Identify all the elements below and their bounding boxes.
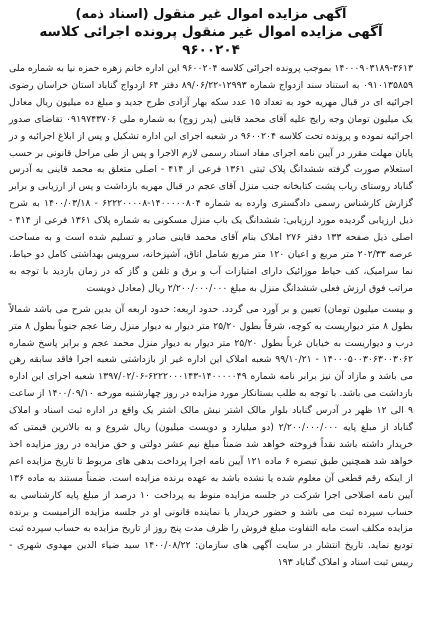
notice-title-secondary: آگهی مزایده اموال غیر منقول پرونده اجرائی کلاسه ۹۶۰۰۲۰۴ [39, 24, 383, 58]
notice-title-primary: آگهی مزایده اموال غیر منقول (اسناد ذمه) [75, 7, 347, 22]
notice-paragraph-2: و بیست میلیون تومان) تعیین و بر آورد می گردد. حدود اربعه: حدود اربعه آن بدین شرح می باشد شمالاً بطول ۸ متر دیواریست به کوچه، شرقاً بطول ۲۵/۲۰ متر دیوار به دیوار منزل رضا عجم جنوباً بطول ۸ متر درب و دیواریست به خیابان غرباً بطول ۲۵/۲۰ متر دیوار به دیوار منزل محمد عجم و برابر پاسخ شماره ۱۴۰۰۰۵۰۰۳۰۶۳۰۰۳۰۶۲ - ۹۹/۱۰/۲۱ شعبه املاک این اداره غیر از بازداشتی شعبه اجرا فاقد سابقه رهن می باشد و مازاد آن نیز برابر نامه شماره ۱۴۰۰۰۰۰۴۹-۶۲۲۲۰۰۰۱۴۳-۱۳۹۷/۰۲/۰۶ شعبه اجرای این اداره بازداشت می باشد. با توجه به طلب بستانکار مورد مزایده در روز چهارشنبه مورخه ۱۴۰۰/۰۹/۱۰ از ساعت ۹ الی ۱۲ ظهر در آدرس گناباد بلوار مالک اشتر نبش مالک اشتر یک واقع در اداره ثبت اسناد و املاک گناباد از مبلغ پایه ۲/۲۰۰/۰۰۰/۰۰۰ (دو میلیارد و دویست میلیون) ریال شروع و به بالاترین قیمتی که خریدار داشته باشد نقداً فروخته خواهد شد ضمناً مبلغ نیم عشر دولتی و حق مزایده در روز مزایده اخذ خواهد شد همچنین طبق تبصره ۶ ماده ۱۲۱ آیین نامه اجرا پرداخت بدهی های مربوط تا تاریخ مزایده اعم از اینکه رقم قطعی آن معلوم شده یا نشده باشد به عهده برنده مزایده است. ضمناً مستند به ماده ۱۳۶ آیین نامه اصلاحی اجرا شرکت در جلسه مزایده منوط به پرداخت ۱۰ درصد از مبلغ پایه کارشناسی به حساب سپرده ثبت می باشد و حضور خریدار یا نماینده قانونی او در جلسه مزایده الزامیست و برنده مزایده مکلف است مابه التفاوت مبلغ فروش را ظرف مدت پنج روز از تاریخ مزایده به حساب سپرده ثبت تودیع نماید. تاریخ انتشار در سایت آگهی های سازمان: ۱۴۰۰/۰۸/۲۲ سید ضیاء الدین مهدوی شهری - رییس ثبت اسناد و املاک گناباد ۱۹۳ [9, 303, 414, 569]
notice-paragraph-1: ۱۴۰۰۰۹۰۳۱۸۹-۳۶۱۳ بموجب پرونده اجرائی کلاسه ۹۶۰۰۲۰۴ این اداره خانم زهره حمزه نیا به شماره ملی ۰۹۱۰۱۳۵۸۵۹ به استناد سند ازدواج شماره ۱۲۹۹۳-۸۹/۰۶/۲۲ دفتر ۶۴ ازدواج گناباد استان خراسان رضوی اجرائیه ای در قبال مهریه خود به تعداد ۱۵ عدد سکه بهار آزادی طرح جدید و مبلغ ده میلیون ریال معادل یک میلیون تومان وجه رایج علیه آقای محمد قاینی (پدر زوج) به شماره ملی ۰۹۱۹۷۴۳۷۰۶ تقاضای صدور اجرائیه نموده و پرونده تحت کلاسه ۹۶۰۰۲۰۴ در شعبه اجرای این اداره تشکیل و پس از ابلاغ اجرائیه و در پایان مهلت مقرر در آیین نامه اجرای مفاد اسناد رسمی لازم الاجرا و پس از طی مراحل قانونی بر حسب استعلام صورت گرفته ششدانگ پلاک ثبتی ۱۳۶۱ فرعی از ۴۱۴ - اصلی متعلق به محمد قاینی به آدرس گناباد روستای ریاب پشت کتابخانه جنب منزل آقای عجم در قبال مهریه بازداشت و پس از ارزیابی و برابر گزارش کارشناس رسمی دادگستری وارده به شماره ۱۴۰۰۰۰۰۸۰۴-۶۲۲۲۰۰۰۰۸ - ۱۴۰۰/۰۳/۱۸ به شرح ذیل ارزیابی گردیده مورد ارزیابی: ششدانگ یک باب منزل مسکونی به شماره پلاک ۱۳۶۱ فرعی از ۴۱۴ - اصلی ذیل صفحه ۱۳۳ دفتر ۲۷۶ املاک بنام آقای محمد قاینی صادر و تسلیم شده است و به مساحت عرصه ۲۰۲/۳۳ متر مربع و اعیان ۱۲۰ متر مربع شامل اتاق، آشپزخانه، سرویس بهداشتی کامل دو حیاط، نما سرامیک، کف حیاط موزائیک دارای امتیازات آب و برق و تلفن و گاز که در زمان بازدید با توجه به مراتب فوق ارزش فعلی ششدانگ منزل به مبلغ ۲/۲۰۰/۰۰۰/۰۰۰ ریال (معادل دویست [9, 63, 414, 294]
